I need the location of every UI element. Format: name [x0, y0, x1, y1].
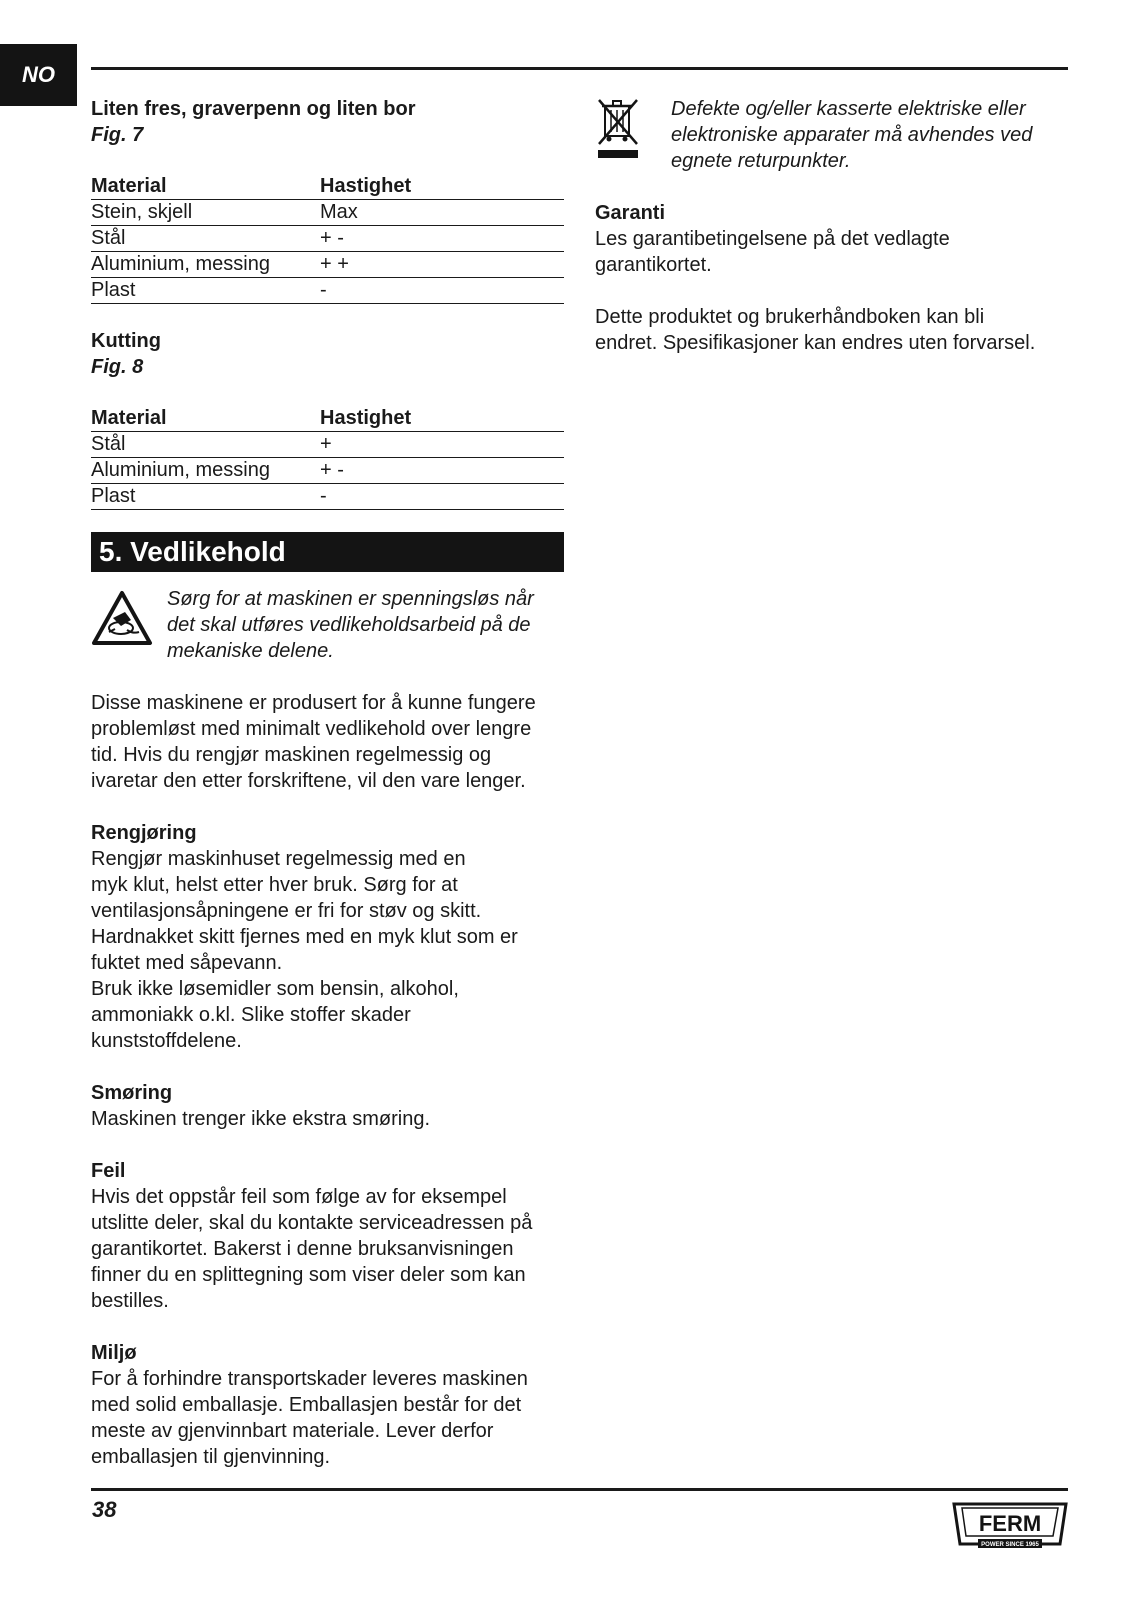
table-cell: Plast — [91, 484, 320, 510]
text-line: Disse maskinene er produsert for å kunne fungere — [91, 692, 536, 714]
text-line: ventilasjonsåpningene er fri for støv og skitt. — [91, 900, 482, 922]
speed-table-milling — [91, 174, 564, 304]
text-line: fuktet med såpevann. — [91, 952, 283, 974]
table-row — [91, 278, 564, 304]
figure-ref-7: Fig. 7 — [91, 124, 144, 146]
table-header-speed: Hastighet — [320, 174, 564, 200]
text-line: endret. Spesifikasjoner kan endres uten forvarsel. — [595, 332, 1036, 354]
bottom-rule — [91, 1488, 1068, 1491]
intro-paragraph — [91, 690, 564, 794]
table-cell: + - — [320, 226, 564, 252]
environment-paragraph — [91, 1366, 564, 1470]
top-rule — [91, 67, 1068, 70]
table-row — [91, 226, 564, 252]
text-line: garantikortet. — [595, 254, 712, 276]
warranty-heading: Garanti — [595, 202, 666, 224]
table-cell: + — [320, 432, 564, 458]
table-cell: Stål — [91, 432, 320, 458]
text-line: utslitte deler, skal du kontakte serviceadressen på — [91, 1212, 533, 1234]
figure-ref-8: Fig. 8 — [91, 356, 144, 378]
section-title-cutting: Kutting — [91, 330, 161, 352]
text-line: ammoniakk o.kl. Slike stoffer skader — [91, 1004, 411, 1026]
table-cell: Aluminium, messing — [91, 252, 320, 278]
text-line: Bruk ikke løsemidler som bensin, alkohol, — [91, 978, 459, 1000]
text-line: Rengjør maskinhuset regelmessig med en — [91, 848, 466, 870]
text-line: emballasjen til gjenvinning. — [91, 1446, 331, 1468]
faults-heading: Feil — [91, 1160, 126, 1182]
ferm-logo — [952, 1500, 1068, 1552]
text-line: myk klut, helst etter hver bruk. Sørg for at — [91, 874, 458, 896]
text-line: Les garantibetingelsene på det vedlagte — [595, 228, 950, 250]
notice-paragraph — [595, 304, 1068, 356]
text-line: det skal utføres vedlikeholdsarbeid på de — [167, 614, 531, 636]
table-cell: + - — [320, 458, 564, 484]
logo-wordmark: FERM — [978, 1511, 1042, 1536]
text-line: kunststoffdelene. — [91, 1030, 242, 1052]
table-row — [91, 432, 564, 458]
table-cell: Stein, skjell — [91, 200, 320, 226]
table-row — [91, 252, 564, 278]
weee-text — [671, 96, 1032, 174]
warning-triangle-icon — [91, 586, 167, 664]
speed-table-cutting — [91, 406, 564, 510]
table-cell: Aluminium, messing — [91, 458, 320, 484]
table-cell: + + — [320, 252, 564, 278]
table-header-material: Material — [91, 406, 320, 432]
text-line: elektroniske apparater må avhendes ved — [671, 124, 1033, 146]
text-line: For å forhindre transportskader leveres maskinen — [91, 1368, 528, 1390]
warranty-paragraph — [595, 226, 1068, 278]
text-line: Hardnakket skitt fjernes med en myk klut som er — [91, 926, 518, 948]
text-line: problemløst med minimalt vedlikehold over lengre — [91, 718, 532, 740]
section-heading-maintenance: 5. Vedlikehold — [91, 532, 564, 572]
logo-tagline: POWER SINCE 1965 — [981, 1542, 1039, 1548]
text-line: egnete returpunkter. — [671, 150, 851, 172]
faults-paragraph — [91, 1184, 564, 1314]
table-row — [91, 200, 564, 226]
text-line: Dette produktet og brukerhåndboken kan bli — [595, 306, 985, 328]
table-cell: - — [320, 278, 564, 304]
table-cell: - — [320, 484, 564, 510]
text-line: Hvis det oppstår feil som følge av for eksempel — [91, 1186, 507, 1208]
section-title-milling: Liten fres, graverpenn og liten bor — [91, 98, 416, 120]
right-column — [595, 96, 1068, 356]
lubrication-text: Maskinen trenger ikke ekstra smøring. — [91, 1108, 431, 1130]
page-number: 38 — [92, 1497, 117, 1522]
table-cell: Stål — [91, 226, 320, 252]
text-line: meste av gjenvinnbart materiale. Lever derfor — [91, 1420, 494, 1442]
cleaning-paragraph — [91, 846, 564, 1054]
table-cell: Plast — [91, 278, 320, 304]
text-line: mekaniske delene. — [167, 640, 334, 662]
language-tab: NO — [0, 44, 77, 106]
crossed-bin-icon — [595, 96, 671, 174]
table-header-material: Material — [91, 174, 320, 200]
table-header-speed: Hastighet — [320, 406, 564, 432]
warning-text — [167, 586, 534, 664]
table-row — [91, 484, 564, 510]
text-line: Defekte og/eller kasserte elektriske eller — [671, 98, 1026, 120]
weee-block — [595, 96, 1068, 174]
text-line: ivaretar den etter forskriftene, vil den vare lenger. — [91, 770, 526, 792]
text-line: finner du en splittegning som viser deler som kan — [91, 1264, 526, 1286]
text-line: Sørg for at maskinen er spenningsløs når — [167, 588, 534, 610]
text-line: bestilles. — [91, 1290, 169, 1312]
cleaning-heading: Rengjøring — [91, 822, 197, 844]
lubrication-heading: Smøring — [91, 1082, 173, 1104]
warning-block — [91, 586, 564, 664]
text-line: garantikortet. Bakerst i denne bruksanvisningen — [91, 1238, 514, 1260]
table-row — [91, 458, 564, 484]
left-column — [91, 96, 564, 1470]
text-line: tid. Hvis du rengjør maskinen regelmessig og — [91, 744, 492, 766]
table-cell: Max — [320, 200, 564, 226]
text-line: med solid emballasje. Emballasjen består for det — [91, 1394, 522, 1416]
environment-heading: Miljø — [91, 1342, 137, 1364]
